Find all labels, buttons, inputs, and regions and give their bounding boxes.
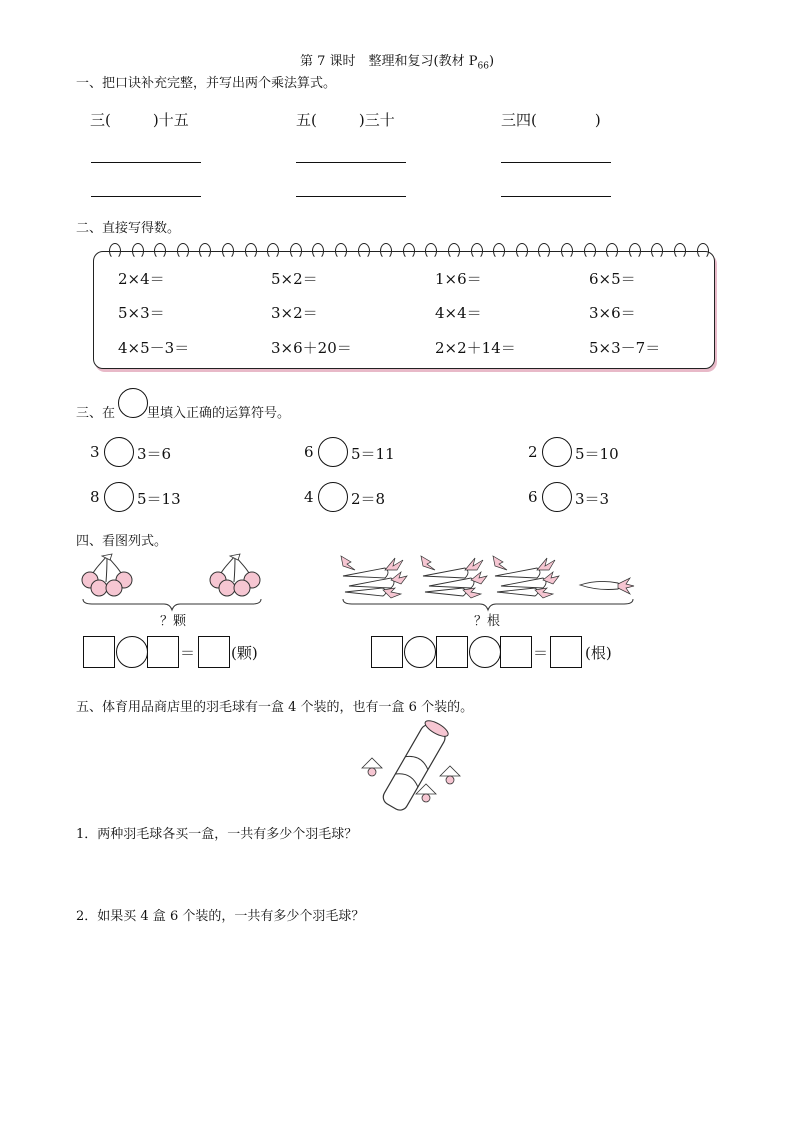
answer-line[interactable]	[501, 162, 611, 163]
calc-expression: 3×6＋20＝	[271, 339, 352, 357]
calc-expression: 5×3＝	[118, 304, 165, 322]
calc-expression: 2×2＋14＝	[435, 339, 516, 357]
unit-label: (根)	[585, 644, 612, 662]
spiral-ring-icon	[674, 243, 686, 259]
spiral-ring-icon	[584, 243, 596, 259]
spiral-ring-icon	[403, 243, 415, 259]
spiral-ring-icon	[245, 243, 257, 259]
operand: 2	[528, 443, 538, 461]
operator-blank[interactable]	[318, 482, 348, 512]
answer-box[interactable]	[83, 636, 115, 668]
unit-label: (颗)	[231, 644, 258, 662]
calc-expression: 4×5－3＝	[118, 339, 190, 357]
answer-line[interactable]	[501, 196, 611, 197]
question-2: 2．如果买 4 盒 6 个装的，一共有多少个羽毛球？	[76, 909, 365, 924]
circle-symbol-icon	[118, 388, 148, 418]
spiral-ring-icon	[177, 243, 189, 259]
operator-blank[interactable]	[104, 482, 134, 512]
carrot-icon	[578, 575, 634, 597]
operand: 6	[528, 488, 538, 506]
rhyme-item-2: 五( )三十	[296, 111, 395, 129]
operand: 3	[90, 443, 100, 461]
spiral-ring-icon	[471, 243, 483, 259]
operand-result: 5＝10	[575, 445, 619, 463]
operator-blank[interactable]	[404, 636, 436, 668]
operator-blank[interactable]	[104, 437, 134, 467]
cherry-group-icon	[80, 552, 135, 598]
spiral-ring-icon	[132, 243, 144, 259]
equals-sign: ＝	[533, 644, 549, 662]
operand-result: 5＝11	[351, 445, 395, 463]
calc-expression: 1×6＝	[435, 270, 482, 288]
answer-box[interactable]	[436, 636, 468, 668]
spiral-ring-icon	[516, 243, 528, 259]
section-1-heading: 一、把口诀补充完整，并写出两个乘法算式。	[76, 76, 337, 91]
calc-expression: 2×4＝	[118, 270, 165, 288]
carrot-bundle-icon	[335, 552, 407, 598]
operator-blank[interactable]	[469, 636, 501, 668]
section-3-heading: 三、在 里填入正确的运算符号。	[76, 406, 291, 421]
operator-blank[interactable]	[116, 636, 148, 668]
section-4-heading: 四、看图列式。	[76, 534, 168, 549]
answer-box[interactable]	[550, 636, 582, 668]
calc-expression: 6×5＝	[589, 270, 636, 288]
rhyme-item-1: 三( )十五	[90, 111, 189, 129]
section-2-heading: 二、直接写得数。	[76, 221, 181, 236]
operand-result: 2＝8	[351, 490, 386, 508]
brace-label-left: ？颗	[160, 614, 187, 629]
calc-expression: 3×2＝	[271, 304, 318, 322]
equals-sign: ＝	[180, 644, 196, 662]
calc-expression: 5×2＝	[271, 270, 318, 288]
answer-box[interactable]	[500, 636, 532, 668]
calc-expression: 3×6＝	[589, 304, 636, 322]
spiral-ring-icon	[290, 243, 302, 259]
cherry-group-icon	[208, 552, 263, 598]
spiral-ring-icon	[561, 243, 573, 259]
spiral-ring-icon	[629, 243, 641, 259]
answer-line[interactable]	[91, 162, 201, 163]
spiral-ring-icon	[109, 243, 121, 259]
page-title: 第 7 课时 整理和复习(教材 $P_{66}$)	[299, 54, 495, 72]
brace-label-right: ？根	[474, 614, 501, 629]
operand: 4	[304, 488, 314, 506]
answer-box[interactable]	[371, 636, 403, 668]
operand-result: 3＝3	[575, 490, 610, 508]
operator-blank[interactable]	[318, 437, 348, 467]
carrot-bundle-icon	[415, 552, 487, 598]
spiral-ring-icon	[222, 243, 234, 259]
answer-box[interactable]	[147, 636, 179, 668]
answer-line[interactable]	[91, 196, 201, 197]
answer-box[interactable]	[198, 636, 230, 668]
operator-blank[interactable]	[542, 437, 572, 467]
operand-result: 5＝13	[137, 490, 181, 508]
operand: 8	[90, 488, 100, 506]
spiral-ring-icon	[448, 243, 460, 259]
answer-line[interactable]	[296, 162, 406, 163]
answer-line[interactable]	[296, 196, 406, 197]
question-1: 1．两种羽毛球各买一盒，一共有多少个羽毛球？	[76, 827, 358, 842]
calc-expression: 5×3－7＝	[589, 339, 661, 357]
spiral-ring-icon	[697, 243, 709, 259]
spiral-ring-icon	[335, 243, 347, 259]
spiral-ring-icon	[358, 243, 370, 259]
section-5-heading: 五、体育用品商店里的羽毛球有一盒 4 个装的，也有一盒 6 个装的。	[76, 700, 474, 715]
rhyme-item-3: 三四( )	[501, 111, 601, 129]
calc-expression: 4×4＝	[435, 304, 482, 322]
operand: 6	[304, 443, 314, 461]
shuttlecock-tube-icon	[360, 720, 470, 812]
operand-result: 3＝6	[137, 445, 172, 463]
carrot-bundle-icon	[487, 552, 559, 598]
operator-blank[interactable]	[542, 482, 572, 512]
